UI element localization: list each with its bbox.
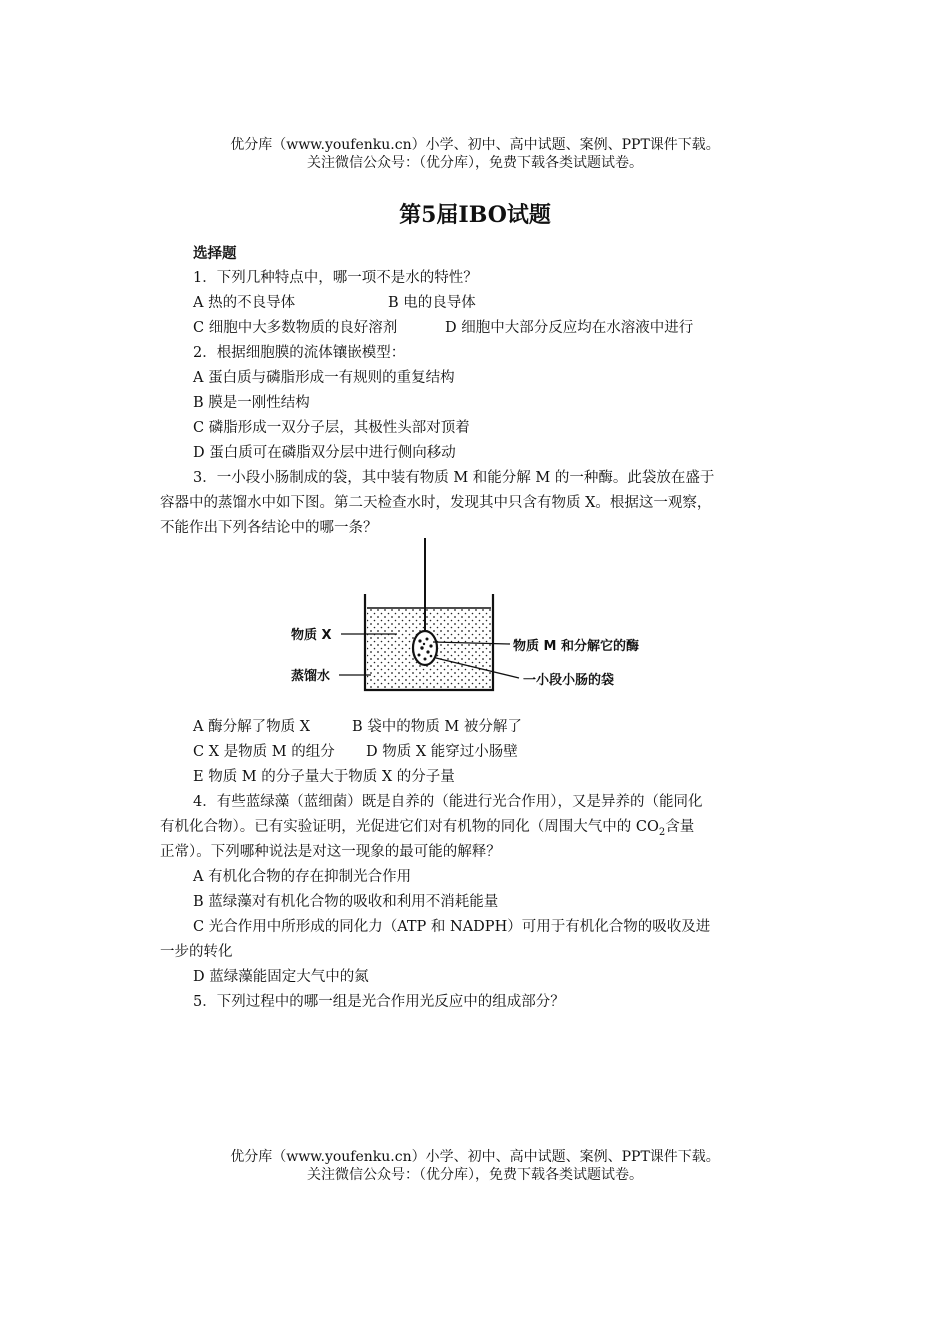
q2-stem: 2．根据细胞膜的流体镶嵌模型： xyxy=(193,345,406,361)
q3-option-b: B 袋中的物质 M 被分解了 xyxy=(352,719,522,735)
q3-stem-3: 不能作出下列各结论中的哪一条？ xyxy=(160,520,378,536)
q1-option-d: D 细胞中大部分反应均在水溶液中进行 xyxy=(445,320,694,336)
footer-line-2: 关注微信公众号：（优分库），免费下载各类试题试卷。 xyxy=(307,1167,643,1183)
q5-stem: 5．下列过程中的哪一组是光合作用光反应中的组成部分？ xyxy=(193,994,565,1010)
q2-option-b: B 膜是一刚性结构 xyxy=(193,395,310,411)
footer-line-1: 优分库（www.youfenku.cn）小学、初中、高中试题、案例、PPT课件下载。 xyxy=(230,1149,720,1165)
page-footer xyxy=(0,1148,950,1184)
q1-option-c: C 细胞中大多数物质的良好溶剂 xyxy=(193,320,398,336)
q4-option-d: D 蓝绿藻能固定大气中的氮 xyxy=(193,969,369,985)
page-header xyxy=(0,136,950,172)
q3-stem-1: 3．一小段小肠制成的袋，其中装有物质 M 和能分解 M 的一种酶。此袋放在盛于 xyxy=(193,470,715,486)
q4-option-c-1: C 光合作用中所形成的同化力（ATP 和 NADPH）可用于有机化合物的吸收及进 xyxy=(193,919,711,935)
section-heading: 选择题 xyxy=(193,245,237,262)
q3-option-a: A 酶分解了物质 X xyxy=(193,719,311,735)
q1-option-a: A 热的不良导体 xyxy=(193,295,296,311)
q4-option-c-2: 一步的转化 xyxy=(160,944,233,960)
label-distilled-water: 蒸馏水 xyxy=(291,669,331,684)
q1-option-b: B 电的良导体 xyxy=(388,295,476,311)
q4-option-a: A 有机化合物的存在抑制光合作用 xyxy=(193,869,412,885)
q2-option-a: A 蛋白质与磷脂形成一有规则的重复结构 xyxy=(193,370,455,386)
q4-option-b: B 蓝绿藻对有机化合物的吸收和利用不消耗能量 xyxy=(193,894,499,910)
q2-option-d: D 蛋白质可在磷脂双分层中进行侧向移动 xyxy=(193,445,456,461)
q3-stem-2: 容器中的蒸馏水中如下图。第二天检查水时，发现其中只含有物质 X。根据这一观察， xyxy=(160,495,712,511)
q3-option-c: C X 是物质 M 的组分 xyxy=(193,744,335,760)
q4-stem-2: 有机化合物）。已有实验证明，光促进它们对有机物的同化（周围大气中的 $CO_2$含量 xyxy=(160,819,695,838)
header-line-2: 关注微信公众号：（优分库），免费下载各类试题试卷。 xyxy=(307,155,643,171)
q4-stem-1: 4．有些蓝绿藻（蓝细菌）既是自养的（能进行光合作用），又是异养的（能同化 xyxy=(193,794,703,810)
label-intestine-bag: 一小段小肠的袋 xyxy=(523,673,615,688)
q2-option-c: C 磷脂形成一双分子层，其极性头部对顶着 xyxy=(193,420,470,436)
q3-option-d: D 物质 X 能穿过小肠壁 xyxy=(366,744,518,760)
q3-option-e: E 物质 M 的分子量大于物质 X 的分子量 xyxy=(193,769,455,785)
q3-diagram xyxy=(285,538,645,698)
label-substance-m: 物质 M 和分解它的酶 xyxy=(513,639,639,654)
label-substance-x: 物质 X xyxy=(291,628,332,643)
q1-stem: 1．下列几种特点中，哪一项不是水的特性？ xyxy=(193,270,478,286)
header-line-1: 优分库（www.youfenku.cn）小学、初中、高中试题、案例、PPT课件下载。 xyxy=(230,137,720,153)
q4-stem-3: 正常）。下列哪种说法是对这一现象的最可能的解释？ xyxy=(160,844,501,860)
page-title: 第5届IBO试题 xyxy=(399,202,551,228)
